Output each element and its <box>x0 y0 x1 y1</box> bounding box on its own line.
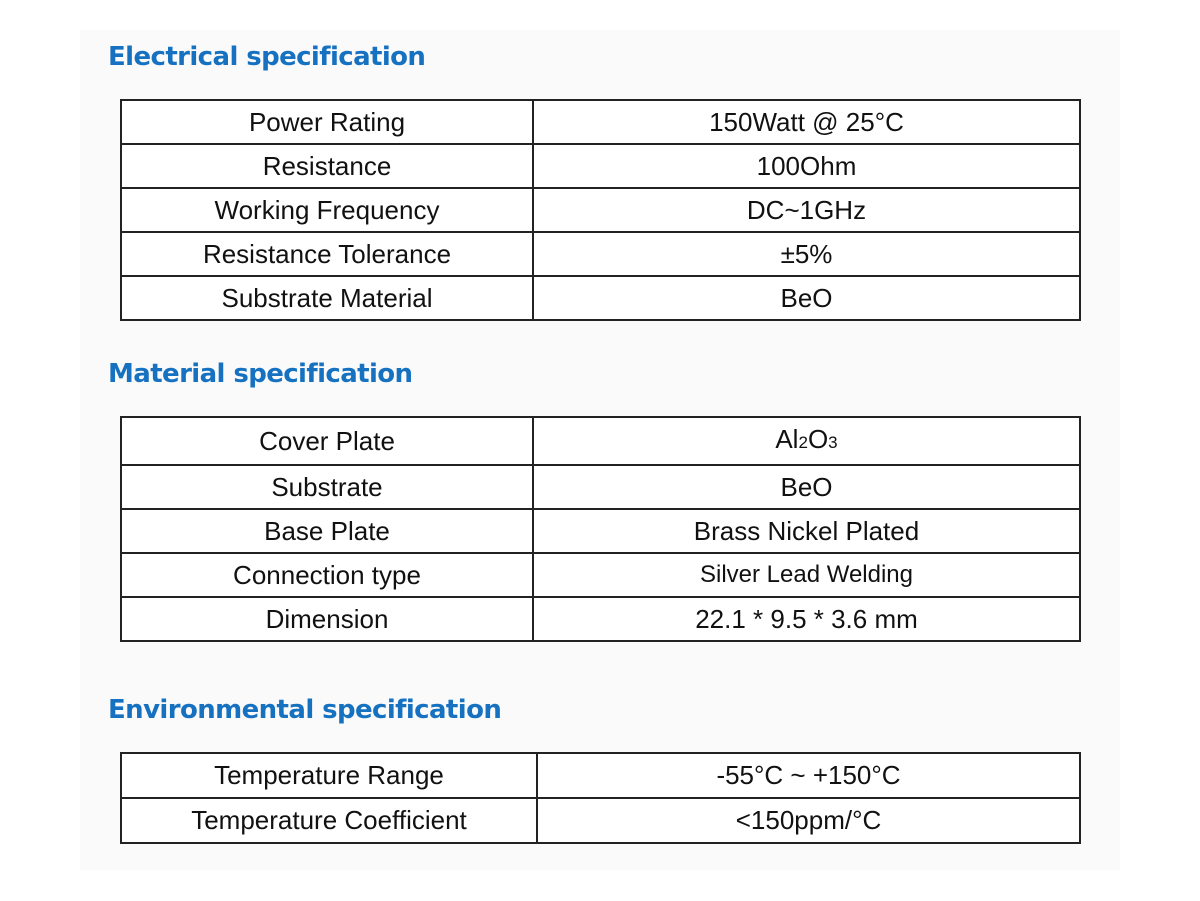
electrical-spec-table <box>120 99 1081 321</box>
material-spec-table <box>120 416 1081 642</box>
value-cell: BeO <box>533 276 1080 320</box>
value-cell <box>533 417 1080 465</box>
value-cell: BeO <box>533 465 1080 509</box>
electrical-spec-heading: Electrical specification <box>108 42 426 72</box>
table-row <box>121 553 1080 597</box>
environmental-spec-table <box>120 752 1081 844</box>
param-cell: Substrate Material <box>121 276 533 320</box>
param-cell: Power Rating <box>121 100 533 144</box>
table-row <box>121 276 1080 320</box>
param-cell: Temperature Range <box>121 753 537 798</box>
param-cell: Dimension <box>121 597 533 641</box>
param-cell: Connection type <box>121 553 533 597</box>
table-row <box>121 753 1080 798</box>
param-cell: Base Plate <box>121 509 533 553</box>
param-cell: Temperature Coefficient <box>121 798 537 843</box>
table-row <box>121 100 1080 144</box>
table-row <box>121 144 1080 188</box>
environmental-spec-heading: Environmental specification <box>108 695 502 725</box>
table-row <box>121 417 1080 465</box>
value-cell: ±5% <box>533 232 1080 276</box>
table-row <box>121 509 1080 553</box>
formula-subscript-3: 3 <box>828 433 838 452</box>
param-cell: Substrate <box>121 465 533 509</box>
table-row <box>121 465 1080 509</box>
param-cell: Resistance Tolerance <box>121 232 533 276</box>
param-cell: Working Frequency <box>121 188 533 232</box>
material-spec-heading: Material specification <box>108 359 413 389</box>
value-cell: <150ppm/°C <box>537 798 1080 843</box>
param-cell: Resistance <box>121 144 533 188</box>
formula-al: Al <box>775 424 799 454</box>
table-row <box>121 232 1080 276</box>
value-cell: Brass Nickel Plated <box>533 509 1080 553</box>
value-cell: 150Watt @ 25°C <box>533 100 1080 144</box>
table-row <box>121 188 1080 232</box>
table-row <box>121 798 1080 843</box>
value-cell: Silver Lead Welding <box>533 553 1080 597</box>
table-row <box>121 597 1080 641</box>
param-cell: Cover Plate <box>121 417 533 465</box>
value-cell: -55°C ~ +150°C <box>537 753 1080 798</box>
value-cell: 22.1 * 9.5 * 3.6 mm <box>533 597 1080 641</box>
value-cell: DC~1GHz <box>533 188 1080 232</box>
formula-o: O <box>807 424 829 454</box>
formula-subscript-2: 2 <box>798 433 808 452</box>
value-cell: 100Ohm <box>533 144 1080 188</box>
